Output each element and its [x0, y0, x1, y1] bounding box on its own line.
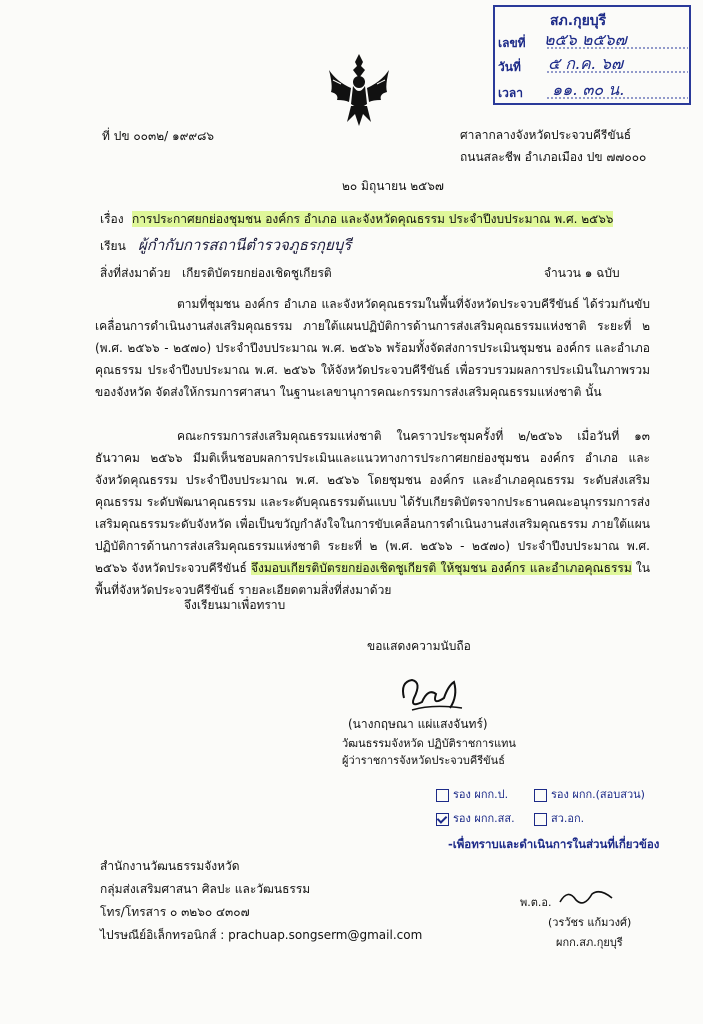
stamp-date-label: วันที่ — [498, 60, 521, 74]
signer-position-2: ผู้ว่าราชการจังหวัดประจวบคีรีขันธ์ — [342, 754, 505, 767]
stamp-agency: สภ.กุยบุรี — [550, 13, 607, 29]
stamp-no-label: เลขที่ — [498, 36, 526, 50]
subject-text: การประกาศยกย่องชุมชน องค์กร อำเภอ และจังหวัดคุณธรรม ประจำปีงบประมาณ พ.ศ. ๒๕๖๖ — [132, 212, 614, 226]
signature-icon — [392, 668, 472, 720]
receiving-stamp — [492, 0, 692, 108]
stamp-time-label: เวลา — [498, 86, 523, 100]
routing-signer-position: ผกก.สภ.กุยบุรี — [556, 936, 623, 949]
document-date: ๒๐ มิถุนายน ๒๕๖๗ — [342, 179, 444, 193]
routing-signature-icon — [556, 886, 616, 912]
office-address-line1: ศาลากลางจังหวัดประจวบคีรีขันธ์ — [460, 128, 632, 142]
para2-text-b: ในพื้นที่จังหวัดประจวบคีรีขันธ์ รายละเอียดตามสิ่งที่ส่งมาด้วย — [95, 561, 650, 597]
garuda-emblem-icon — [327, 52, 391, 132]
routing-signer-name: (วรวัชร แก้มวงศ์) — [548, 916, 632, 929]
stamp-date-value: ๕ ก.ค. ๖๗ — [548, 54, 624, 73]
checkbox-icon — [534, 813, 547, 826]
routing-option-2-label: รอง ผกก.(สอบสวน) — [551, 788, 645, 801]
footer-phone: โทร/โทรสาร ๐ ๓๒๖๐ ๔๓๐๗ — [100, 905, 250, 919]
reference-number: ที่ ปข ๐๐๓๒/ ๑๙๙๘๖ — [102, 129, 215, 143]
para2-highlight: จึงมอบเกียรติบัตรยกย่องเชิดชูเกียรติ ให้ชุมชน องค์กร และอำเภอคุณธรรม — [250, 561, 632, 575]
stamp-time-value: ๑๑. ๓๐ น. — [552, 80, 625, 99]
routing-option-4-label: สว.อก. — [551, 812, 585, 825]
routing-note: -เพื่อทราบและดำเนินการในส่วนที่เกี่ยวข้อง — [448, 837, 660, 851]
signer-position-1: วัฒนธรรมจังหวัด ปฏิบัติราชการแทน — [342, 737, 516, 750]
to-label: เรียน — [100, 239, 126, 253]
enclosure-quantity: จำนวน ๑ ฉบับ — [544, 266, 620, 280]
subject-label: เรื่อง — [100, 212, 124, 226]
closing-regards: ขอแสดงความนับถือ — [367, 639, 471, 653]
routing-option-3-label: รอง ผกก.สส. — [453, 812, 515, 825]
checkbox-icon — [534, 789, 547, 802]
checkbox-icon — [436, 789, 449, 802]
routing-option-1-label: รอง ผกก.ป. — [453, 788, 509, 801]
body-paragraph-3: จึงเรียนมาเพื่อทราบ — [184, 598, 286, 612]
enclosure-text: เกียรติบัตรยกย่องเชิดชูเกียรติ — [182, 266, 332, 280]
routing-option-3 — [436, 812, 515, 826]
body-paragraph-2 — [95, 425, 650, 601]
routing-rank: พ.ต.อ. — [520, 896, 552, 909]
routing-option-1 — [436, 788, 508, 802]
para2-text-a: คณะกรรมการส่งเสริมคุณธรรมแห่งชาติ ในคราวประชุมครั้งที่ ๒/๒๕๖๖ เมื่อวันที่ ๑๓ ธันวาคม ๒๕๖๖ มีมติเห็นชอบผลการประเมินและแนวทางการประกาศยกย่องชุมชน องค์กร อำเภอ และจังหวัดคุณธรรม ประจำปีงบประมาณ พ.ศ. ๒๕๖๖ โดยชุมชน องค์กร และอำเภอคุณธรรม ระดับส่งเสริมคุณธรรม ระดับพัฒนาคุณธรรม และระดับคุณธรรมต้นแบบ ได้รับเกียรติบัตรจากประธานคณะอนุกรรมการส่งเสริมคุณธรรมระดับจังหวัด เพื่อเป็นขวัญกำลังใจในการขับเคลื่อนการดำเนินงานส่งเสริมคุณธรรม ภายใต้แผนปฏิบัติการด้านการส่งเสริมคุณธรรมแห่งชาติ ระยะที่ ๒ (พ.ศ. ๒๕๖๖ - ๒๕๗๐) ประจำปีงบประมาณ พ.ศ. ๒๕๖๖ จังหวัดประจวบคีรีขันธ์ — [95, 429, 650, 575]
stamp-no-value: ๒๕๖ ๒๕๖๗ — [544, 30, 627, 49]
routing-option-4 — [534, 812, 584, 826]
para1-text: ตามที่ชุมชน องค์กร อำเภอ และจังหวัดคุณธรรมในพื้นที่จังหวัดประจวบคีรีขันธ์ ได้ร่วมกันขับเคลื่อนการดำเนินงานส่งเสริมคุณธรรม ภายใต้แผนปฏิบัติการด้านการส่งเสริมคุณธรรมแห่งชาติ ระยะที่ ๒ (พ.ศ. ๒๕๖๖ - ๒๕๗๐) ประจำปีงบประมาณ พ.ศ. ๒๕๖๖ พร้อมทั้งจัดส่งการประเมินชุมชน องค์กร และอำเภอคุณธรรม ประจำปีงบประมาณ พ.ศ. ๒๕๖๖ ให้จังหวัดประจวบคีรีขันธ์ เพื่อรวบรวมผลการประเมินในภาพรวมของจังหวัด จัดส่งให้กรมการศาสนา ในฐานะเลขานุการคณะกรรมการส่งเสริมคุณธรรมแห่งชาติ นั้น — [95, 297, 650, 399]
signer-name: (นางกฤษณา แผ่แสงจันทร์) — [348, 717, 488, 731]
footer-email: ไปรษณีย์อิเล็กทรอนิกส์ : prachuap.songserm@gmail.com — [100, 928, 423, 942]
office-address-line2: ถนนสละชีพ อำเภอเมือง ปข ๗๗๐๐๐ — [460, 150, 647, 164]
body-paragraph-1 — [95, 293, 650, 403]
checked-checkbox-icon — [436, 813, 449, 826]
enclosure-label: สิ่งที่ส่งมาด้วย — [100, 266, 171, 280]
footer-department: สำนักงานวัฒนธรรมจังหวัด — [100, 859, 240, 873]
to-recipient: ผู้กำกับการสถานีตำรวจภูธรกุยบุรี — [138, 236, 352, 254]
footer-group: กลุ่มส่งเสริมศาสนา ศิลปะ และวัฒนธรรม — [100, 882, 311, 896]
routing-option-2 — [534, 788, 645, 802]
